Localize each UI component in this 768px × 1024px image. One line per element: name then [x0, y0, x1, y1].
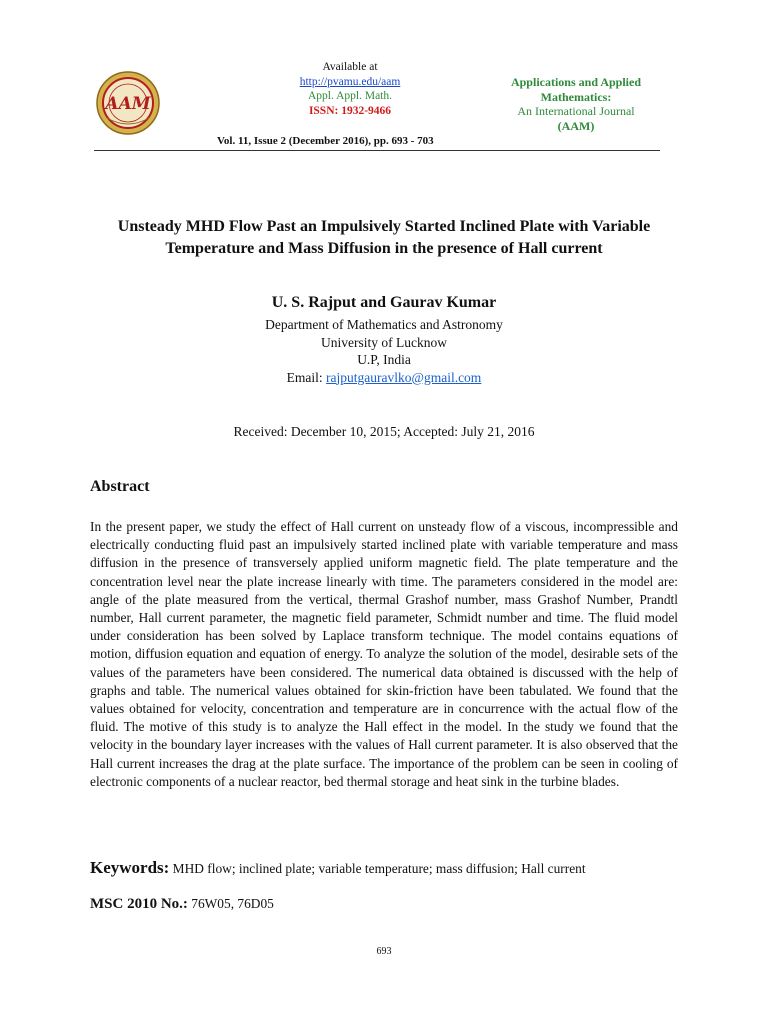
- author-affiliation: [0, 316, 768, 386]
- issn-label: ISSN: 1932-9466: [308, 104, 392, 117]
- paper-title-line1: Unsteady MHD Flow Past an Impulsively Started Inclined Plate with Variable: [117, 218, 651, 235]
- paper-authors: U. S. Rajput and Gaurav Kumar: [271, 294, 497, 311]
- abstract-body: In the present paper, we study the effect of Hall current on unsteady flow of a viscous, incompressible and electrically conducting fluid past an impulsively started inclined plate with variable temperature and mass diffusion in the presence of transversely applied uniform magnetic field. The plate temperature and the concentration level near the plate increase linearly with time. The parameters considered in the model are: angle of the plate measured from the vertical, thermal Grashof number, mass Grashof Number, Prandtl number, Hall current parameter, the magnetic field parameter, Schmidt number and time. The fluid model under consideration has been solved by Laplace transform technique. The model contains equations of motion, diffusion equation and equation of energy. To analyze the solution of the model, desirable sets of the values of the parameters have been considered. The numerical data obtained is discussed with the help of graphs and table. The numerical values obtained for skin-friction have been tabulated. We found that the values obtained for velocity, concentration and temperature are in concurrence with the actual flow of the fluid. The motive of this study is to analyze the Hall effect in the model. In the study we found that the velocity in the boundary layer increases with the values of Hall current parameter. It is also observed that the Hall current increases the drag at the plate surface. The importance of the problem can be seen in cooling of electronic components of a nuclear reactor, bed thermal storage and heat sink in the turbine blades.: [90, 519, 678, 789]
- journal-name-line2: Mathematics:: [540, 89, 612, 104]
- keywords-line: [90, 858, 690, 878]
- journal-logo: [95, 70, 161, 136]
- received-accepted-dates: Received: December 10, 2015; Accepted: July 21, 2016: [233, 424, 535, 439]
- volume-issue-line: Vol. 11, Issue 2 (December 2016), pp. 693 - 703: [217, 135, 434, 147]
- msc-label: MSC 2010 No.:: [90, 896, 188, 912]
- available-at-label: Available at: [322, 61, 378, 73]
- msc-line: [90, 896, 690, 913]
- msc-text: 76W05, 76D05: [187, 896, 274, 911]
- journal-subtitle: An International Journal: [517, 104, 635, 118]
- department: Department of Mathematics and Astronomy: [265, 317, 503, 332]
- email-line: [0, 369, 768, 387]
- paper-title: [60, 216, 708, 260]
- header-divider: [94, 150, 660, 151]
- paper-title-line2: Temperature and Mass Diffusion in the presence of Hall current: [165, 240, 603, 257]
- keywords-text: MHD flow; inclined plate; variable temperature; mass diffusion; Hall current: [169, 861, 586, 876]
- journal-name-line1: Applications and Applied: [510, 75, 642, 89]
- journal-abbreviation: Appl. Appl. Math.: [307, 90, 392, 102]
- journal-header-center: [250, 60, 450, 118]
- aam-seal-icon: [95, 70, 161, 136]
- journal-acronym: (AAM): [557, 118, 595, 133]
- svg-text:AAM: AAM: [105, 94, 151, 114]
- university: University of Lucknow: [321, 334, 447, 350]
- location: U.P, India: [357, 352, 411, 367]
- abstract-heading: Abstract: [90, 478, 150, 495]
- page-number: 693: [376, 946, 392, 957]
- email-label: Email:: [286, 369, 327, 385]
- email-link[interactable]: rajputgauravlko@gmail.com: [326, 369, 482, 385]
- keywords-label: Keywords:: [90, 858, 170, 877]
- journal-url-link[interactable]: http://pvamu.edu/aam: [299, 75, 401, 88]
- journal-header-right: [496, 75, 656, 133]
